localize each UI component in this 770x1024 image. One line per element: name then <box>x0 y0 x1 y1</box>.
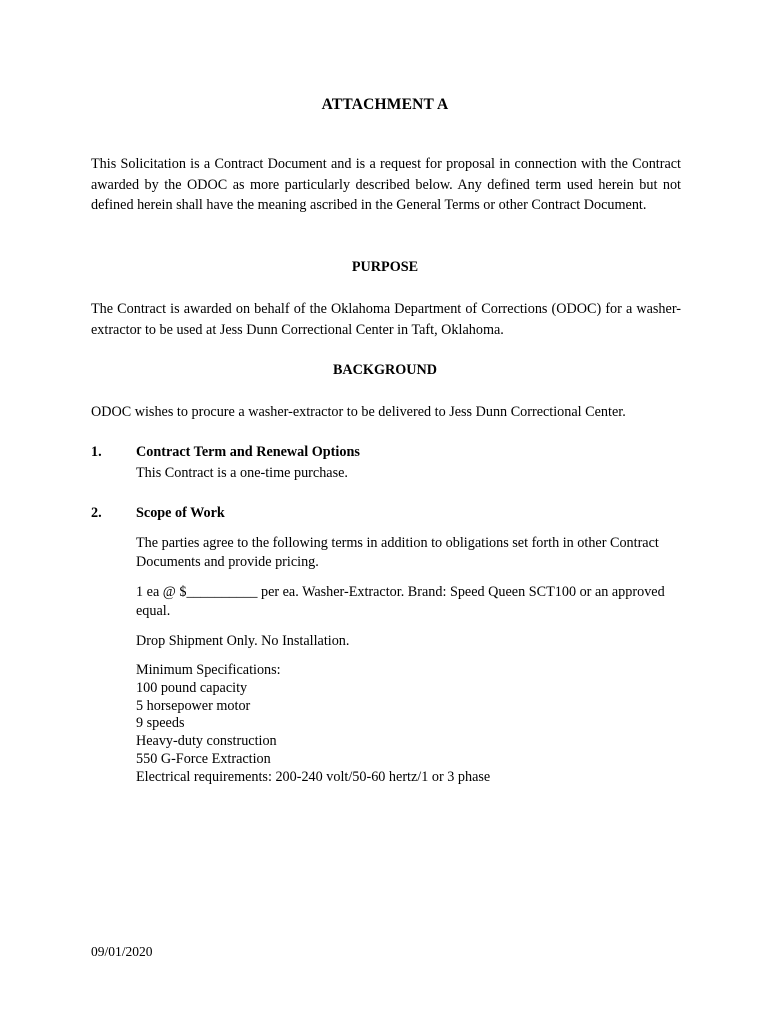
footer-date: 09/01/2020 <box>91 944 153 959</box>
intro-paragraph: This Solicitation is a Contract Document and is a request for proposal in connection with the Contract awarded by the ODOC as more particularly described below. Any defined term used herein but not defined herein shall have the meaning ascribed in the General Terms or other Contract Document. <box>91 156 681 214</box>
specifications-block <box>136 662 681 787</box>
spec-item: 5 horsepower motor <box>136 697 251 714</box>
specifications-heading: Minimum Specifications: <box>136 662 281 678</box>
section-1-text: This Contract is a one-time purchase. <box>136 465 348 481</box>
document-title: ATTACHMENT A <box>321 96 449 113</box>
section-1-number: 1. <box>91 444 102 460</box>
section-2-heading: Scope of Work <box>136 505 225 521</box>
section-2-number: 2. <box>91 505 102 521</box>
section-1-heading: Contract Term and Renewal Options <box>136 444 360 460</box>
purpose-paragraph: The Contract is awarded on behalf of the Oklahoma Department of Corrections (ODOC) for a washer-extractor to be used at Jess Dunn Correctional Center in Taft, Oklahoma. <box>91 301 681 338</box>
scope-paragraph-3: Drop Shipment Only. No Installation. <box>136 633 350 649</box>
background-paragraph: ODOC wishes to procure a washer-extractor to be delivered to Jess Dunn Correctional Center. <box>91 404 626 420</box>
spec-item: Electrical requirements: 200-240 volt/50-60 hertz/1 or 3 phase <box>136 768 491 785</box>
background-heading: BACKGROUND <box>332 362 438 378</box>
spec-item: 550 G-Force Extraction <box>136 750 271 767</box>
scope-paragraph-2: 1 ea @ $__________ per ea. Washer-Extractor. Brand: Speed Queen SCT100 or an approved equal. <box>136 584 665 619</box>
scope-paragraph-1: The parties agree to the following terms in addition to obligations set forth in other Contract Documents and provide pricing. <box>136 535 659 570</box>
spec-item: 100 pound capacity <box>136 679 248 696</box>
spec-item: 9 speeds <box>136 715 185 732</box>
purpose-heading: PURPOSE <box>351 259 419 275</box>
spec-item: Heavy-duty construction <box>136 733 277 750</box>
